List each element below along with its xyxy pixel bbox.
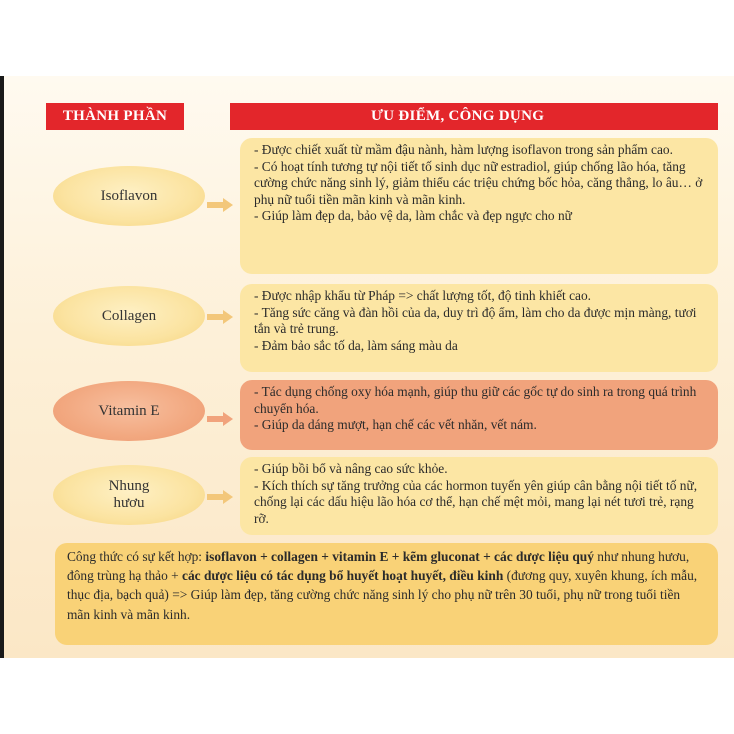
arrow-right-icon: [207, 310, 233, 324]
formula-bold: isoflavon + collagen + vitamin E + kẽm gluconat + các dược liệu quý: [205, 549, 594, 564]
header-benefits: ƯU ĐIỂM, CÔNG DỤNG: [230, 103, 718, 130]
benefit-box-vitamin-e: [240, 380, 718, 450]
benefit-line: - Có hoạt tính tương tự nội tiết tố sinh dục nữ estradiol, giúp chống lão hóa, tăng cường chức năng sinh lý, giảm thiểu các triệu chứng bốc hỏa, căng thẳng, lo âu… ở phụ nữ tuổi tiền mãn kinh và mãn kinh.: [254, 158, 703, 207]
benefit-box-isoflavon: [240, 138, 718, 274]
benefit-box-nhung-huou: [240, 457, 718, 535]
arrow-right-icon: [207, 412, 233, 426]
benefit-line: - Được nhập khẩu từ Pháp => chất lượng tốt, độ tinh khiết cao.: [254, 288, 592, 303]
benefit-box-collagen: [240, 284, 718, 372]
benefit-line: - Tác dụng chống oxy hóa mạnh, giúp thu giữ các gốc tự do sinh ra trong quá trình chuyển hóa.: [254, 384, 697, 416]
ingredient-name-line2: hươu: [113, 495, 145, 511]
formula-text: Công thức có sự kết hợp:: [67, 549, 206, 564]
arrow-right-icon: [207, 490, 233, 504]
arrow-right-icon: [207, 198, 233, 212]
benefit-line: - Được chiết xuất từ mầm đậu nành, hàm lượng isoflavon trong sản phẩm cao.: [254, 142, 673, 157]
ingredient-collagen: [53, 286, 205, 346]
ingredient-name: Vitamin E: [98, 402, 160, 419]
formula-bold: các dược liệu có tác dụng bổ huyết hoạt huyết, điều kinh: [182, 568, 504, 584]
benefit-line: - Giúp làm đẹp da, bảo vệ da, làm chắc và đẹp ngực cho nữ: [254, 208, 572, 224]
ingredient-vitamin-e: [53, 381, 205, 441]
header-ingredients: THÀNH PHẦN: [46, 103, 184, 130]
ingredient-isoflavon: [53, 166, 205, 226]
ingredient-name: Isoflavon: [100, 187, 158, 204]
formula-summary: [55, 543, 718, 645]
left-border-line: [0, 76, 4, 658]
benefit-line: - Tăng sức căng và đàn hồi của da, duy trì độ ẩm, làm cho da được mịn màng, tươi tắn và trẻ trung.: [254, 304, 697, 337]
benefit-line: - Đảm bảo sắc tố da, làm sáng màu da: [254, 337, 458, 353]
formula-text: (đương quy, xuyên khung, ích mẫu, thục địa, bạch quả) => Giúp làm đẹp, tăng cường chức năng sinh lý cho phụ nữ trên 30 tuổi, phụ nữ trong tuổi tiền mãn kinh và mãn kinh.: [67, 568, 698, 622]
benefit-line: - Kích thích sự tăng trưởng của các hormon tuyến yên giúp cân bằng nội tiết tố nữ, chống lại các dấu hiệu lão hóa cơ thể, hạn chế mệt mỏi, mang lại nét tươi trẻ, rạng rỡ.: [254, 477, 698, 526]
benefit-line: - Giúp da dáng mượt, hạn chế các vết nhăn, vết nám.: [254, 417, 537, 433]
formula-text: như nhung hươu, đông trùng hạ thảo +: [67, 549, 690, 584]
benefit-line: - Giúp bồi bổ và nâng cao sức khỏe.: [254, 461, 448, 476]
ingredient-nhung-huou: [53, 465, 205, 525]
ingredient-name: Collagen: [101, 307, 157, 324]
ingredient-name-line1: Nhung: [108, 478, 150, 494]
